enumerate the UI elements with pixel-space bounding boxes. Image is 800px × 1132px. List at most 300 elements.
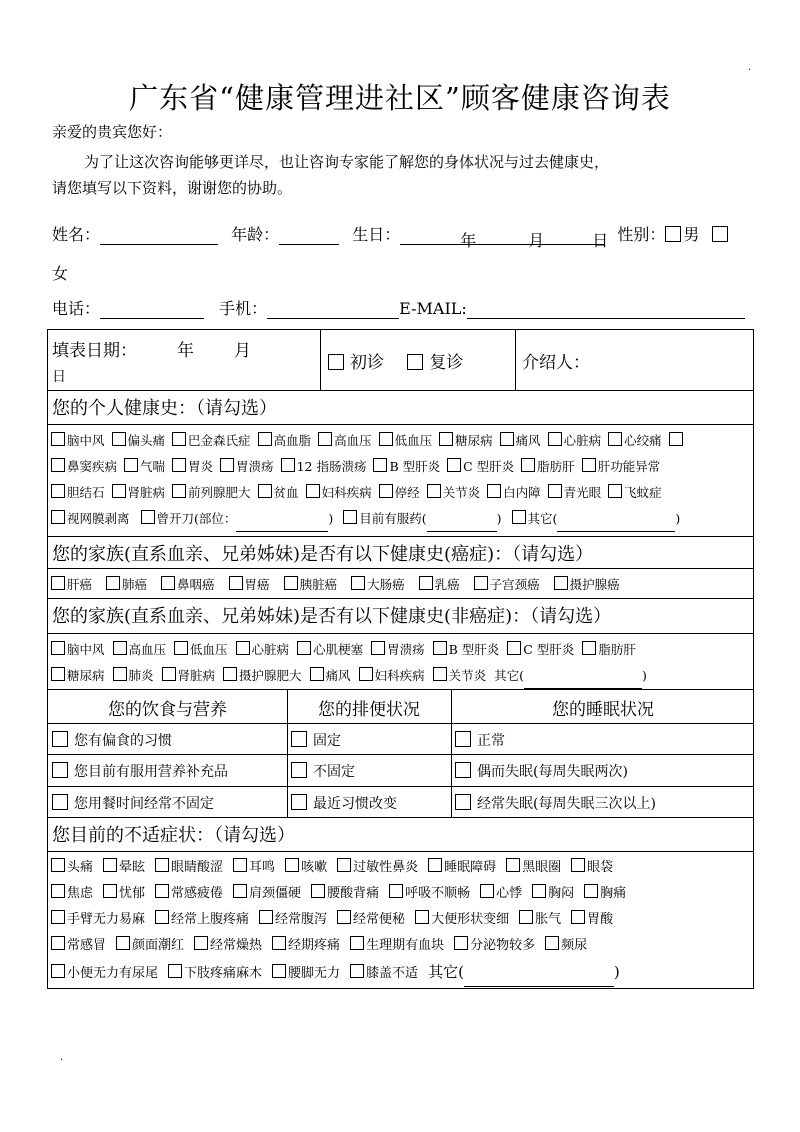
option-item[interactable]: [155, 912, 249, 927]
option-item[interactable]: [337, 912, 405, 927]
option-label: 经常燥热: [210, 938, 263, 953]
checkbox[interactable]: [371, 641, 385, 655]
checkbox[interactable]: [507, 641, 521, 655]
checkbox[interactable]: [103, 858, 117, 872]
option-label: 频尿: [561, 938, 588, 953]
age-label: 年龄：: [231, 225, 280, 244]
option-item[interactable]: [113, 642, 167, 657]
option-label: C 型肝炎: [523, 642, 575, 657]
checkbox[interactable]: [506, 858, 520, 872]
option-item[interactable]: [419, 577, 460, 592]
option-item[interactable]: [285, 860, 327, 875]
option-item[interactable]: [236, 642, 290, 657]
option-item[interactable]: [51, 912, 145, 927]
option-label: 忧郁: [119, 886, 146, 901]
option-label: 手臂无力易麻: [67, 912, 146, 927]
option-item[interactable]: [194, 938, 262, 953]
option-label: 胆结石: [67, 485, 105, 500]
option-item[interactable]: [548, 433, 602, 448]
checkbox[interactable]: [172, 432, 186, 446]
checkbox[interactable]: [285, 858, 299, 872]
checkbox[interactable]: [220, 458, 234, 472]
checkbox[interactable]: [51, 667, 65, 681]
family-other-field[interactable]: [524, 675, 642, 689]
option-item[interactable]: [379, 433, 433, 448]
option-item[interactable]: [51, 642, 105, 657]
sleep-header: 您的睡眠状况: [552, 700, 654, 720]
checkbox[interactable]: [447, 458, 461, 472]
option-item[interactable]: [519, 912, 561, 927]
stool-option[interactable]: [291, 793, 397, 813]
option-item[interactable]: [103, 860, 145, 875]
option-label: 经期疼痛: [288, 938, 341, 953]
checkbox[interactable]: [174, 641, 188, 655]
option-item[interactable]: [272, 938, 340, 953]
symptom-row: [51, 907, 636, 933]
checkbox[interactable]: [113, 667, 127, 681]
option-label: 您用餐时间经常不固定: [74, 796, 214, 812]
checkbox[interactable]: [582, 641, 596, 655]
checkbox[interactable]: [51, 458, 65, 472]
option-item[interactable]: [168, 966, 262, 981]
symptom-other-field[interactable]: [464, 973, 614, 987]
option-item[interactable]: [350, 938, 444, 953]
option-label: 脑中风: [67, 433, 105, 448]
option-item[interactable]: [272, 966, 340, 981]
option-item[interactable]: [474, 577, 540, 592]
option-item[interactable]: [284, 577, 338, 592]
checkbox[interactable]: [350, 964, 364, 978]
option-item[interactable]: [155, 886, 223, 901]
checkbox[interactable]: [379, 484, 393, 498]
option-item[interactable]: [311, 886, 379, 901]
checkbox[interactable]: [112, 484, 126, 498]
option-label: 心绞痛: [624, 433, 662, 448]
option-item[interactable]: [172, 433, 251, 448]
checkbox[interactable]: [521, 458, 535, 472]
option-item[interactable]: [174, 642, 228, 657]
checkbox[interactable]: [51, 964, 65, 978]
option-label: 小便无力有尿尾: [67, 966, 159, 981]
checkbox[interactable]: [337, 910, 351, 924]
checkbox[interactable]: [419, 576, 433, 590]
checkbox[interactable]: [359, 667, 373, 681]
option-item[interactable]: [669, 433, 685, 448]
checkbox[interactable]: [548, 432, 562, 446]
checkbox[interactable]: [194, 936, 208, 950]
option-item[interactable]: [532, 886, 574, 901]
medication-field[interactable]: [427, 518, 497, 532]
option-item[interactable]: [51, 485, 105, 500]
checkbox[interactable]: [112, 432, 126, 446]
email-label: E-MAIL:: [399, 299, 467, 318]
personal-row: [51, 480, 692, 506]
checkbox[interactable]: [106, 576, 120, 590]
checkbox[interactable]: [155, 858, 169, 872]
option-label: 高血压: [128, 642, 167, 657]
option-label: 肺炎: [128, 668, 154, 683]
retinal-detach-checkbox[interactable]: [51, 510, 65, 524]
option-item[interactable]: [608, 433, 662, 448]
checkbox[interactable]: [455, 731, 471, 747]
checkbox[interactable]: [52, 794, 68, 810]
checkbox[interactable]: [318, 432, 332, 446]
option-label: 前列腺肥大: [188, 485, 251, 500]
other-field[interactable]: [557, 518, 675, 532]
checkbox[interactable]: [433, 667, 447, 681]
checkbox[interactable]: [52, 731, 68, 747]
option-label: 肝功能异常: [597, 459, 661, 474]
checkbox[interactable]: [229, 576, 243, 590]
diet-option[interactable]: [52, 793, 214, 813]
option-item[interactable]: [433, 642, 500, 657]
symptom-options: [51, 855, 636, 987]
checkbox[interactable]: [172, 458, 186, 472]
option-label: 妇科疾病: [321, 485, 372, 500]
checkbox[interactable]: [351, 576, 365, 590]
symptom-rows: [51, 855, 636, 959]
option-label: 飞蚊症: [624, 485, 662, 500]
checkbox[interactable]: [233, 858, 247, 872]
option-item[interactable]: [51, 668, 105, 683]
option-item[interactable]: [172, 485, 251, 500]
option-item[interactable]: [351, 577, 405, 592]
option-item[interactable]: [359, 668, 425, 683]
option-label: 呼吸不顺畅: [405, 886, 471, 901]
option-label: 胃炎: [188, 459, 214, 474]
email-field[interactable]: [467, 302, 745, 319]
checkbox[interactable]: [155, 884, 169, 898]
symptom-last-items: [51, 966, 428, 981]
option-item[interactable]: [259, 912, 327, 927]
checkbox[interactable]: [291, 794, 307, 810]
option-item[interactable]: [608, 485, 662, 500]
checkbox[interactable]: [373, 458, 387, 472]
option-label: 眼睛酸涩: [171, 860, 224, 875]
checkbox[interactable]: [258, 484, 272, 498]
mobile-field[interactable]: [267, 302, 399, 319]
option-label: 关节炎: [448, 668, 487, 683]
checkbox[interactable]: [103, 884, 117, 898]
option-label: 高血压: [334, 433, 372, 448]
option-label: 焦虑: [67, 886, 94, 901]
option-label: 心脏病: [563, 433, 602, 448]
checkbox[interactable]: [379, 432, 393, 446]
option-label: 晕眩: [119, 860, 146, 875]
checkbox[interactable]: [223, 667, 237, 681]
checkbox[interactable]: [51, 858, 65, 872]
checkbox[interactable]: [291, 731, 307, 747]
option-label: 经常上腹疼痛: [171, 912, 250, 927]
referrer-label: 介绍人：: [522, 353, 590, 373]
option-item[interactable]: [379, 485, 420, 500]
option-item[interactable]: [223, 668, 302, 683]
checkbox[interactable]: [306, 484, 320, 498]
personal-row: [51, 428, 692, 454]
option-item[interactable]: [433, 668, 487, 683]
option-label: 心脏病: [251, 642, 290, 657]
checkbox[interactable]: [454, 936, 468, 950]
checkbox[interactable]: [608, 432, 622, 446]
option-item[interactable]: [220, 459, 274, 474]
checkbox[interactable]: [311, 884, 325, 898]
option-item[interactable]: [310, 668, 351, 683]
revisit-checkbox[interactable]: [407, 354, 423, 370]
option-item[interactable]: [112, 433, 166, 448]
option-label: 常感冒: [67, 938, 107, 953]
medication-checkbox[interactable]: [343, 510, 357, 524]
checkbox[interactable]: [236, 641, 250, 655]
checkbox[interactable]: [51, 484, 65, 498]
option-item[interactable]: [106, 577, 147, 592]
option-item[interactable]: [545, 938, 587, 953]
symptom-row: [51, 855, 636, 881]
checkbox[interactable]: [548, 484, 562, 498]
option-item[interactable]: [116, 938, 184, 953]
surgery-checkbox[interactable]: [141, 510, 155, 524]
option-label: 咳嗽: [301, 860, 328, 875]
greeting: 亲爱的贵宾您好：: [52, 123, 173, 141]
option-item[interactable]: [350, 966, 418, 981]
option-item[interactable]: [373, 459, 440, 474]
symptom-header: 您目前的不适症状：（请勾选）: [52, 825, 295, 846]
option-label: 痛风: [325, 668, 351, 683]
checkbox[interactable]: [480, 884, 494, 898]
checkbox[interactable]: [487, 484, 501, 498]
option-label: 妇科疾病: [374, 668, 425, 683]
checkbox[interactable]: [571, 858, 585, 872]
option-label: 巴金森氏症: [188, 433, 251, 448]
option-label: 睡眠障碍: [444, 860, 497, 875]
option-item[interactable]: [297, 642, 363, 657]
option-label: 您有偏食的习惯: [74, 733, 172, 749]
checkbox[interactable]: [669, 432, 683, 446]
option-label: 糖尿病: [455, 433, 493, 448]
option-item[interactable]: [521, 459, 575, 474]
first-visit-checkbox[interactable]: [328, 354, 344, 370]
date-day-label: 日: [52, 369, 66, 385]
option-item[interactable]: [584, 886, 626, 901]
option-label: 头痛: [67, 860, 94, 875]
option-item[interactable]: [51, 433, 105, 448]
option-item[interactable]: [500, 433, 541, 448]
checkbox[interactable]: [500, 432, 514, 446]
option-label: 心肌梗塞: [313, 642, 364, 657]
option-item[interactable]: [454, 938, 535, 953]
option-item[interactable]: [554, 577, 620, 592]
checkbox[interactable]: [337, 858, 351, 872]
checkbox[interactable]: [51, 576, 65, 590]
checkbox[interactable]: [168, 964, 182, 978]
option-item[interactable]: [258, 433, 312, 448]
option-label: 腰脚无力: [288, 966, 341, 981]
option-label: 乳癌: [434, 577, 460, 592]
checkbox[interactable]: [259, 910, 273, 924]
checkbox[interactable]: [51, 641, 65, 655]
checkbox[interactable]: [155, 910, 169, 924]
sleep-option[interactable]: [455, 793, 656, 813]
option-item[interactable]: [113, 668, 154, 683]
option-item[interactable]: [233, 886, 301, 901]
option-item[interactable]: [371, 642, 425, 657]
symptom-row: [51, 933, 636, 959]
sleep-option[interactable]: [455, 730, 505, 750]
option-item[interactable]: [51, 938, 106, 953]
female-checkbox[interactable]: [712, 226, 728, 242]
checkbox[interactable]: [428, 858, 442, 872]
sleep-option[interactable]: [455, 761, 628, 781]
checkbox[interactable]: [519, 910, 533, 924]
checkbox[interactable]: [51, 884, 65, 898]
option-item[interactable]: [487, 485, 541, 500]
option-item[interactable]: [51, 886, 93, 901]
option-item[interactable]: [233, 860, 275, 875]
option-item[interactable]: [155, 860, 223, 875]
checkbox[interactable]: [291, 762, 307, 778]
option-item[interactable]: [571, 912, 613, 927]
option-label: 白内障: [503, 485, 541, 500]
option-item[interactable]: [112, 485, 166, 500]
option-item[interactable]: [306, 485, 372, 500]
checkbox[interactable]: [272, 964, 286, 978]
checkbox[interactable]: [415, 910, 429, 924]
personal-rows: [51, 428, 692, 506]
other-checkbox[interactable]: [512, 510, 526, 524]
checkbox[interactable]: [162, 667, 176, 681]
checkbox[interactable]: [439, 432, 453, 446]
option-item[interactable]: [582, 642, 636, 657]
option-label: 胃癌: [244, 577, 270, 592]
option-item[interactable]: [337, 860, 418, 875]
checkbox[interactable]: [554, 576, 568, 590]
checkbox[interactable]: [455, 762, 471, 778]
option-label: 青光眼: [563, 485, 602, 500]
option-label: 常感疲倦: [171, 886, 224, 901]
option-item[interactable]: [480, 886, 522, 901]
checkbox[interactable]: [116, 936, 130, 950]
intro-line-1: 为了让这次咨询能够更详尽，也让咨询专家能了解您的身体状况与过去健康史，: [84, 153, 610, 171]
checkbox[interactable]: [272, 936, 286, 950]
option-item[interactable]: [281, 459, 367, 474]
option-item[interactable]: [439, 433, 493, 448]
checkbox[interactable]: [433, 641, 447, 655]
option-label: 胸闷: [548, 886, 575, 901]
option-item[interactable]: [103, 886, 145, 901]
option-item[interactable]: [548, 485, 602, 500]
checkbox[interactable]: [571, 910, 585, 924]
option-item[interactable]: [51, 459, 117, 474]
checkbox[interactable]: [161, 576, 175, 590]
option-item[interactable]: [389, 886, 470, 901]
option-label: 经常便秘: [353, 912, 406, 927]
checkbox[interactable]: [52, 762, 68, 778]
checkbox[interactable]: [545, 936, 559, 950]
option-item[interactable]: [582, 459, 661, 474]
checkbox[interactable]: [350, 936, 364, 950]
option-item[interactable]: [507, 642, 574, 657]
checkbox[interactable]: [584, 884, 598, 898]
option-item[interactable]: [427, 485, 481, 500]
name-field[interactable]: [100, 228, 218, 245]
option-item[interactable]: [124, 459, 165, 474]
option-item[interactable]: [506, 860, 561, 875]
checkbox[interactable]: [455, 794, 471, 810]
option-item[interactable]: [172, 459, 213, 474]
checkbox[interactable]: [258, 432, 272, 446]
checkbox[interactable]: [427, 484, 441, 498]
checkbox[interactable]: [474, 576, 488, 590]
option-item[interactable]: [415, 912, 509, 927]
phone-field[interactable]: [100, 302, 204, 319]
option-item[interactable]: [51, 860, 93, 875]
option-item[interactable]: [162, 668, 216, 683]
checkbox[interactable]: [582, 458, 596, 472]
option-item[interactable]: [258, 485, 299, 500]
option-item[interactable]: [447, 459, 514, 474]
option-item[interactable]: [318, 433, 372, 448]
option-label: 胃溃疡: [236, 459, 274, 474]
option-label: 过敏性鼻炎: [353, 860, 419, 875]
checkbox[interactable]: [113, 641, 127, 655]
diet-option[interactable]: [52, 761, 228, 781]
option-item[interactable]: [161, 577, 215, 592]
checkbox[interactable]: [284, 576, 298, 590]
family-cancer-options: [51, 572, 634, 598]
option-label: 胸痛: [600, 886, 627, 901]
birthday-field[interactable]: 年 月 日: [400, 228, 604, 245]
checkbox[interactable]: [281, 458, 295, 472]
checkbox[interactable]: [51, 910, 65, 924]
checkbox[interactable]: [51, 432, 65, 446]
checkbox[interactable]: [51, 936, 65, 950]
option-label: B 型肝炎: [448, 642, 500, 657]
option-item[interactable]: [229, 577, 270, 592]
checkbox[interactable]: [608, 484, 622, 498]
stool-option[interactable]: [291, 761, 355, 781]
checkbox[interactable]: [310, 667, 324, 681]
checkbox[interactable]: [297, 641, 311, 655]
option-label: 耳鸣: [249, 860, 276, 875]
option-label: 贫血: [273, 485, 299, 500]
option-item[interactable]: [51, 966, 158, 981]
option-label: 肺癌: [122, 577, 148, 592]
option-label: 胀气: [535, 912, 562, 927]
corner-dot-top: .: [748, 62, 752, 73]
surgery-site-field[interactable]: [236, 518, 328, 532]
checkbox[interactable]: [124, 458, 138, 472]
option-item[interactable]: [571, 860, 613, 875]
stool-option[interactable]: [291, 730, 341, 750]
checkbox[interactable]: [532, 884, 546, 898]
option-item[interactable]: [51, 577, 92, 592]
age-field[interactable]: [279, 228, 339, 245]
gender-label: 性别：: [617, 225, 666, 244]
checkbox[interactable]: [172, 484, 186, 498]
option-label: 最近习惯改变: [313, 796, 397, 812]
checkbox[interactable]: [389, 884, 403, 898]
checkbox[interactable]: [233, 884, 247, 898]
option-label: 眼袋: [587, 860, 614, 875]
option-label: 固定: [313, 733, 341, 749]
option-item[interactable]: [428, 860, 496, 875]
info-line-2: [52, 296, 745, 319]
family-noncancer-header: 您的家族(直系血亲、兄弟姊妹)是否有以下健康史(非癌症)：（请勾选）: [52, 606, 612, 627]
option-label: 偶而失眠(每周失眠两次): [477, 764, 628, 780]
male-checkbox[interactable]: [665, 226, 681, 242]
diet-option[interactable]: [52, 730, 172, 750]
option-label: 肩颈僵硬: [249, 886, 302, 901]
option-label: 正常: [477, 733, 505, 749]
